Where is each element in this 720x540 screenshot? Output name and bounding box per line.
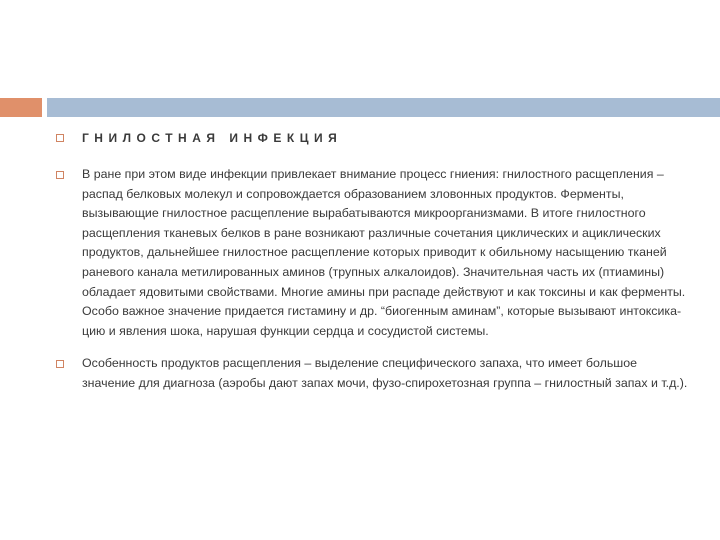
bullet-paragraph — [56, 165, 690, 341]
bullet-list — [56, 128, 690, 394]
square-bullet-icon — [56, 134, 64, 142]
bullet-heading — [56, 128, 690, 148]
paragraph-text: В ране при этом виде инфекции привлекает внимание процесс гниения: гнилостного расщепления – распад белковых молекул и сопровождается образованием зловонных продуктов. Ферменты, вызывающие гнилостное расщепление вырабатываются микроорганизмами. В итоге гнилостного расщепления тканевых белков в ране возникают различные сочетания циклических и ациклических продуктов, дальнейшее гнилостное расщепление которых приводит к обильному насыщению тканей раневого канала метилированных аминов (трупных алкалоидов). Значительная часть их (птиамины) обладает ядовитыми свойствами. Многие амины при распаде действуют и как токсины и как ферменты. Особо важное значение придается гистамину и др. “биогенным аминам”, которые вызывают интоксика-цию и явления шока, нарушая функции сердца и сосудистой системы. — [82, 167, 686, 338]
slide-heading: ГНИЛОСТНАЯ ИНФЕКЦИЯ — [82, 131, 343, 145]
paragraph-text: Особенность продуктов расщепления – выделение специфического запаха, что имеет большое значение для диагноза (аэробы дают запах мочи, фузо-спирохетозная группа – гнилостный запах и т.д.). — [82, 356, 688, 390]
square-bullet-icon — [56, 360, 64, 368]
square-bullet-icon — [56, 171, 64, 179]
accent-bar — [0, 98, 42, 117]
bullet-paragraph — [56, 354, 690, 393]
title-bar — [47, 98, 720, 117]
